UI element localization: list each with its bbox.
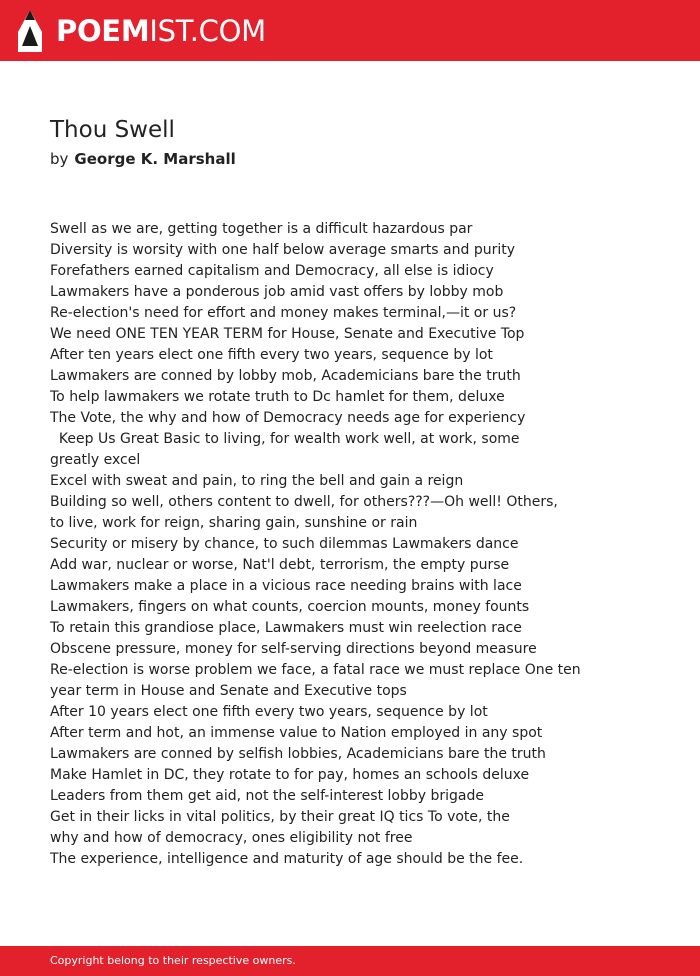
poem-line: The experience, intelligence and maturity of age should be the fee. [50, 851, 524, 867]
poem-line: Re-election's need for effort and money makes terminal,—it or us? [50, 305, 517, 321]
poem-line: Lawmakers have a ponderous job amid vast offers by lobby mob [50, 284, 504, 300]
site-logo-text [56, 13, 266, 48]
poem-line: Lawmakers are conned by selfish lobbies, Academicians bare the truth [50, 746, 546, 762]
poem-body [50, 219, 670, 870]
author-name: George K. Marshall [74, 150, 236, 168]
poem-line: Excel with sweat and pain, to ring the bell and gain a reign [50, 473, 464, 489]
poem-line: To retain this grandiose place, Lawmakers must win reelection race [50, 620, 522, 636]
poem-line: year term in House and Senate and Executive tops [50, 683, 407, 699]
pencil-icon [18, 10, 42, 52]
poem-line: Forefathers earned capitalism and Democracy, all else is idiocy [50, 263, 494, 279]
poem-line: After term and hot, an immense value to Nation employed in any spot [50, 725, 543, 741]
copyright-text: Copyright belong to their respective owners. [50, 954, 296, 967]
poem-line: Lawmakers, fingers on what counts, coercion mounts, money founts [50, 599, 530, 615]
poem-line: To help lawmakers we rotate truth to Dc hamlet for them, deluxe [50, 389, 505, 405]
poem-line: After ten years elect one fifth every two years, sequence by lot [50, 347, 493, 363]
poem-line: Lawmakers are conned by lobby mob, Academicians bare the truth [50, 368, 521, 384]
poem-line: After 10 years elect one fifth every two years, sequence by lot [50, 704, 488, 720]
poem-line: Obscene pressure, money for self-serving directions beyond measure [50, 641, 537, 657]
poem-line: Re-election is worse problem we face, a fatal race we must replace One ten [50, 662, 581, 678]
poem-line: Leaders from them get aid, not the self-interest lobby brigade [50, 788, 484, 804]
poem-line: greatly excel [50, 452, 141, 468]
poem-line: why and how of democracy, ones eligibility not free [50, 830, 413, 846]
poem-line: Diversity is worsity with one half below average smarts and purity [50, 242, 516, 258]
site-footer [0, 946, 700, 976]
poem-line: Lawmakers make a place in a vicious race needing brains with lace [50, 578, 522, 594]
poem-line: Security or misery by chance, to such dilemmas Lawmakers dance [50, 536, 519, 552]
poem-line: We need ONE TEN YEAR TERM for House, Senate and Executive Top [50, 326, 525, 342]
poem-line: Swell as we are, getting together is a difficult hazardous par [50, 221, 473, 237]
poem-line: Make Hamlet in DC, they rotate to for pay, homes an schools deluxe [50, 767, 530, 783]
poem-line: to live, work for reign, sharing gain, sunshine or rain [50, 515, 418, 531]
logo-light-text: IST.COM [149, 13, 266, 48]
by-label: by [50, 150, 69, 168]
site-logo-link[interactable] [18, 9, 266, 53]
poem-line: Keep Us Great Basic to living, for wealth work well, at work, some [50, 431, 520, 447]
poem-line: Get in their licks in vital politics, by their great IQ tics To vote, the [50, 809, 510, 825]
site-header [0, 0, 700, 61]
poem-title: Thou Swell [50, 117, 175, 143]
poem-line: The Vote, the why and how of Democracy needs age for experiency [50, 410, 526, 426]
logo-bold-text: POEM [56, 13, 150, 48]
poem-line: Add war, nuclear or worse, Nat'l debt, terrorism, the empty purse [50, 557, 510, 573]
byline [50, 150, 236, 168]
poem-line: Building so well, others content to dwell, for others???—Oh well! Others, [50, 494, 558, 510]
